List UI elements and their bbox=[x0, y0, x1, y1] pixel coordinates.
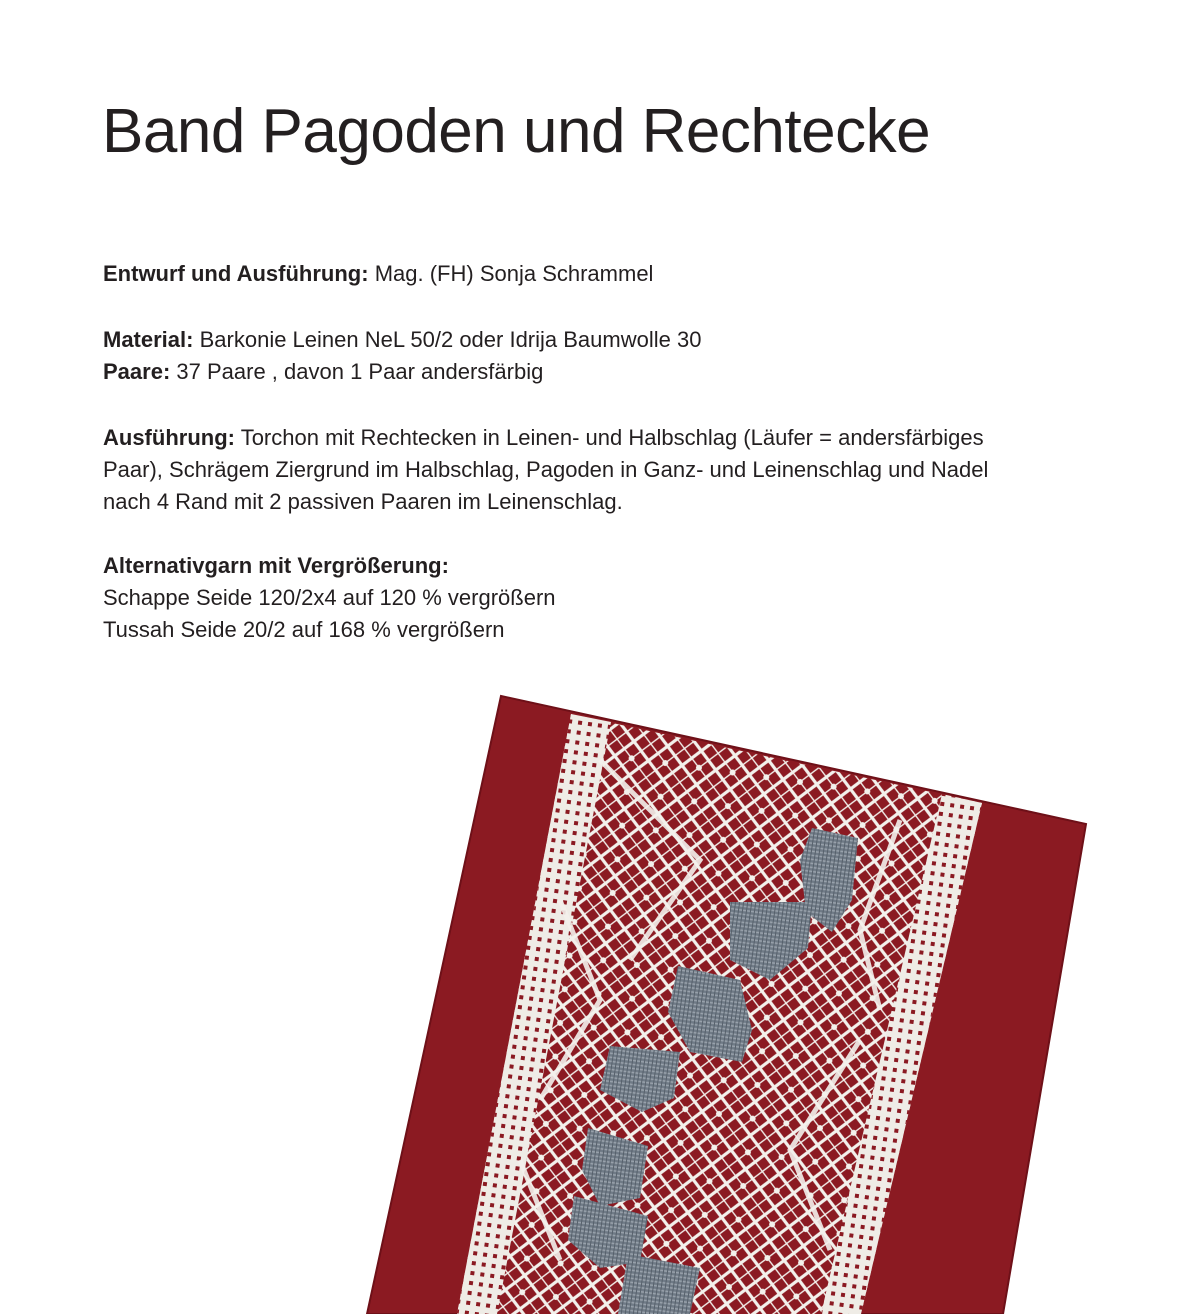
execution-text-2: Paar), Schrägem Ziergrund im Halbschlag, Pagoden in Ganz- und Leinenschlag und Nadel bbox=[103, 457, 989, 482]
material-value: Barkonie Leinen NeL 50/2 oder Idrija Baumwolle 30 bbox=[199, 327, 702, 352]
design-value: Mag. (FH) Sonja Schrammel bbox=[374, 261, 654, 286]
material-label: Material: bbox=[103, 327, 194, 352]
execution-text-1: Torchon mit Rechtecken in Leinen- und Halbschlag (Läufer = andersfärbiges bbox=[240, 425, 984, 450]
design-label: Entwurf und Ausführung: bbox=[103, 261, 369, 286]
alternative-item-1: Schappe Seide 120/2x4 auf 120 % vergrößern bbox=[103, 585, 556, 610]
page-title: Band Pagoden und Rechtecke bbox=[102, 97, 931, 166]
alternative-item-2: Tussah Seide 20/2 auf 168 % vergrößern bbox=[103, 617, 505, 642]
pairs-value: 37 Paare , davon 1 Paar andersfärbig bbox=[176, 359, 544, 384]
execution-text-3: nach 4 Rand mit 2 passiven Paaren im Leinenschlag. bbox=[103, 489, 623, 514]
execution-label: Ausführung: bbox=[103, 425, 235, 450]
pairs-label: Paare: bbox=[103, 359, 171, 384]
alternative-label-text: Alternativgarn mit Vergrößerung: bbox=[103, 553, 449, 578]
